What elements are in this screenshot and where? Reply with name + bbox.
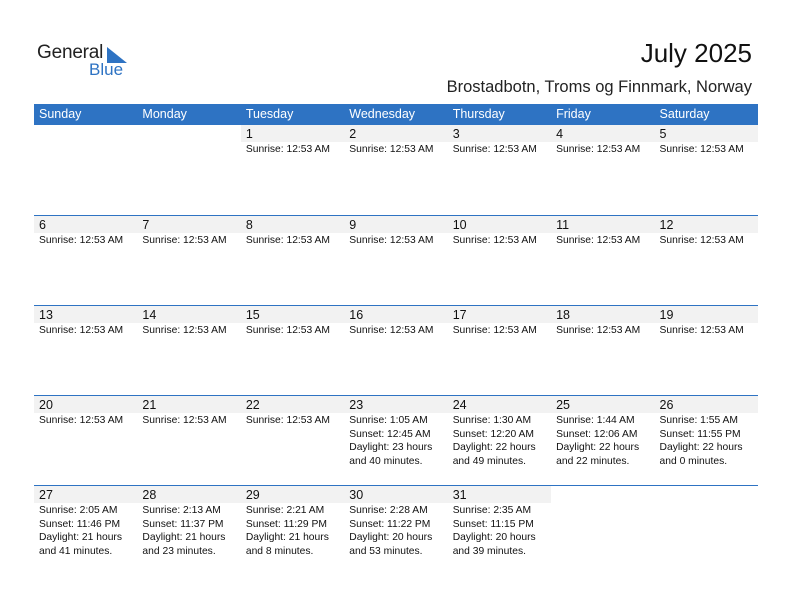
day-info-line: Sunrise: 12:53 AM — [245, 325, 330, 336]
day-cell — [655, 216, 758, 305]
day-info-line: Sunset: 12:45 AM — [349, 428, 431, 440]
day-info-line: Sunrise: 12:53 AM — [349, 144, 434, 155]
day-number: 2 — [344, 125, 447, 142]
day-cell — [551, 125, 654, 215]
day-info — [448, 234, 551, 248]
day-cell — [551, 396, 654, 485]
weekday-header-monday: Monday — [142, 107, 187, 121]
day-info — [137, 234, 240, 248]
day-number: 11 — [551, 216, 654, 233]
week-row — [34, 395, 758, 485]
day-cell — [655, 396, 758, 485]
day-info-line: and 49 minutes. — [452, 455, 526, 467]
day-info-line: and 0 minutes. — [659, 455, 728, 467]
day-cell — [34, 216, 137, 305]
day-cell — [551, 216, 654, 305]
day-number: 20 — [34, 396, 137, 413]
day-info — [241, 414, 344, 428]
day-number: 19 — [655, 306, 758, 323]
day-info-line: Daylight: 23 hours — [349, 442, 433, 454]
day-cell — [34, 486, 137, 575]
day-number: 3 — [448, 125, 551, 142]
day-info-line: Sunrise: 1:55 AM — [659, 415, 738, 426]
day-info-line: Sunrise: 12:53 AM — [452, 325, 537, 336]
day-info — [34, 324, 137, 338]
day-number: 30 — [344, 486, 447, 503]
day-info-line: Sunrise: 12:53 AM — [659, 235, 744, 246]
day-cell — [241, 396, 344, 485]
day-cell — [344, 306, 447, 395]
day-info-line: Sunset: 11:55 PM — [659, 428, 741, 440]
logo-text-general: General — [37, 42, 104, 63]
day-number: 23 — [344, 396, 447, 413]
day-info — [137, 414, 240, 428]
day-info-line: Sunset: 11:29 PM — [245, 518, 327, 530]
day-info-line: Sunrise: 12:53 AM — [452, 235, 537, 246]
day-info — [655, 234, 758, 248]
day-info — [448, 414, 551, 468]
day-info-line: and 39 minutes. — [452, 545, 526, 557]
empty-day-cell — [655, 486, 758, 575]
day-info — [551, 414, 654, 468]
day-info-line: Sunrise: 12:53 AM — [452, 144, 537, 155]
day-cell — [344, 216, 447, 305]
day-info-line: Daylight: 21 hours — [245, 532, 329, 544]
day-number: 12 — [655, 216, 758, 233]
day-info — [241, 234, 344, 248]
day-info — [241, 504, 344, 558]
day-info-line: Sunrise: 12:53 AM — [142, 235, 227, 246]
weekday-header-wednesday: Wednesday — [349, 107, 416, 121]
day-number: 17 — [448, 306, 551, 323]
day-info-line: Daylight: 21 hours — [39, 532, 122, 544]
day-cell — [241, 216, 344, 305]
day-info-line: Sunrise: 12:53 AM — [39, 235, 124, 246]
day-info-line: Sunrise: 1:05 AM — [349, 415, 428, 426]
weekday-header-row — [34, 104, 758, 125]
day-cell — [448, 125, 551, 215]
day-number: 15 — [241, 306, 344, 323]
logo-text-blue: Blue — [89, 60, 124, 79]
day-info-line: Sunrise: 2:13 AM — [142, 505, 221, 516]
day-number: 14 — [137, 306, 240, 323]
day-info — [137, 324, 240, 338]
day-info-line: Sunrise: 12:53 AM — [556, 144, 641, 155]
day-info-line: and 41 minutes. — [39, 545, 113, 557]
weekday-header-thursday: Thursday — [452, 107, 505, 121]
day-info-line: and 22 minutes. — [556, 455, 630, 467]
weekday-header-sunday: Sunday — [39, 107, 82, 121]
day-info — [448, 143, 551, 157]
day-info-line: Sunrise: 12:53 AM — [659, 325, 744, 336]
day-info — [551, 324, 654, 338]
day-cell — [137, 486, 240, 575]
day-cell — [137, 396, 240, 485]
day-number: 5 — [655, 125, 758, 142]
day-info-line: and 40 minutes. — [349, 455, 423, 467]
weekday-header-tuesday: Tuesday — [245, 107, 294, 121]
day-info-line: Daylight: 20 hours — [452, 532, 536, 544]
day-number: 25 — [551, 396, 654, 413]
day-info-line: Sunrise: 2:05 AM — [39, 505, 118, 516]
day-info-line: Sunrise: 12:53 AM — [142, 325, 227, 336]
day-number: 22 — [241, 396, 344, 413]
empty-day-cell — [551, 486, 654, 575]
day-info — [34, 234, 137, 248]
day-info — [655, 324, 758, 338]
day-number: 21 — [137, 396, 240, 413]
day-number: 28 — [137, 486, 240, 503]
day-cell — [448, 216, 551, 305]
day-info — [344, 414, 447, 468]
day-info-line: Daylight: 22 hours — [556, 442, 640, 454]
day-info — [551, 143, 654, 157]
week-row — [34, 305, 758, 395]
day-info-line: Sunrise: 12:53 AM — [39, 415, 124, 426]
day-number: 13 — [34, 306, 137, 323]
day-info-line: Daylight: 21 hours — [142, 532, 226, 544]
day-info-line: Sunrise: 12:53 AM — [556, 235, 641, 246]
week-row — [34, 125, 758, 215]
page-title: July 2025 — [640, 38, 752, 68]
day-cell — [241, 125, 344, 215]
day-info-line: Sunset: 11:37 PM — [142, 518, 224, 530]
day-cell — [655, 306, 758, 395]
day-cell — [137, 216, 240, 305]
day-info-line: Sunrise: 12:53 AM — [659, 144, 744, 155]
day-info-line: and 8 minutes. — [245, 545, 314, 557]
day-info-line: Sunrise: 12:53 AM — [349, 325, 434, 336]
day-info-line: Daylight: 20 hours — [349, 532, 433, 544]
day-number: 27 — [34, 486, 137, 503]
day-info-line: Sunrise: 12:53 AM — [142, 415, 227, 426]
day-info-line: Sunrise: 2:28 AM — [349, 505, 428, 516]
day-info-line: Sunrise: 2:21 AM — [245, 505, 325, 516]
day-cell — [448, 306, 551, 395]
day-info-line: and 53 minutes. — [349, 545, 423, 557]
day-info-line: Sunset: 11:46 PM — [39, 518, 121, 530]
day-cell — [137, 306, 240, 395]
day-cell — [551, 306, 654, 395]
day-info — [137, 504, 240, 558]
day-number: 18 — [551, 306, 654, 323]
day-info — [344, 234, 447, 248]
day-cell — [655, 125, 758, 215]
day-info — [655, 143, 758, 157]
day-info-line: Sunrise: 1:30 AM — [452, 415, 532, 426]
day-number: 4 — [551, 125, 654, 142]
day-info-line: Sunrise: 2:35 AM — [452, 505, 532, 516]
week-row — [34, 215, 758, 305]
day-info-line: Sunset: 12:06 AM — [556, 428, 638, 440]
day-number: 10 — [448, 216, 551, 233]
day-info-line: Sunrise: 12:53 AM — [245, 235, 330, 246]
day-info-line: Sunrise: 12:53 AM — [245, 144, 330, 155]
day-info — [344, 324, 447, 338]
day-cell — [448, 486, 551, 575]
empty-day-cell — [34, 125, 137, 215]
day-number: 1 — [241, 125, 344, 142]
day-number: 16 — [344, 306, 447, 323]
empty-day-cell — [137, 125, 240, 215]
day-info-line: Sunset: 12:20 AM — [452, 428, 534, 440]
day-info — [448, 324, 551, 338]
day-info — [655, 414, 758, 468]
weekday-header-friday: Friday — [556, 107, 591, 121]
day-cell — [241, 306, 344, 395]
generalblue-logo — [37, 42, 147, 82]
day-info-line: and 23 minutes. — [142, 545, 216, 557]
day-info-line: Daylight: 22 hours — [452, 442, 536, 454]
day-cell — [34, 396, 137, 485]
week-row — [34, 485, 758, 575]
day-info-line: Sunset: 11:15 PM — [452, 518, 534, 530]
day-info — [241, 143, 344, 157]
day-cell — [344, 396, 447, 485]
day-info-line: Sunrise: 1:44 AM — [556, 415, 635, 426]
day-cell — [344, 486, 447, 575]
day-number: 31 — [448, 486, 551, 503]
day-number: 29 — [241, 486, 344, 503]
day-info-line: Daylight: 22 hours — [659, 442, 743, 454]
day-number: 6 — [34, 216, 137, 233]
day-info-line: Sunrise: 12:53 AM — [245, 415, 330, 426]
calendar-grid — [34, 104, 758, 575]
day-number: 9 — [344, 216, 447, 233]
day-number: 7 — [137, 216, 240, 233]
day-info-line: Sunrise: 12:53 AM — [39, 325, 124, 336]
day-number: 8 — [241, 216, 344, 233]
day-cell — [241, 486, 344, 575]
day-info-line: Sunset: 11:22 PM — [349, 518, 431, 530]
day-info — [344, 143, 447, 157]
weekday-header-saturday: Saturday — [659, 107, 710, 121]
day-info-line: Sunrise: 12:53 AM — [349, 235, 434, 246]
day-cell — [344, 125, 447, 215]
day-info — [34, 504, 137, 558]
day-cell — [34, 306, 137, 395]
day-info — [448, 504, 551, 558]
day-info-line: Sunrise: 12:53 AM — [556, 325, 641, 336]
day-info — [34, 414, 137, 428]
day-cell — [448, 396, 551, 485]
location-subtitle: Brostadbotn, Troms og Finnmark, Norway — [446, 78, 752, 96]
day-number: 24 — [448, 396, 551, 413]
day-info — [551, 234, 654, 248]
day-number: 26 — [655, 396, 758, 413]
day-info — [241, 324, 344, 338]
calendar-weeks — [34, 125, 758, 575]
day-info — [344, 504, 447, 558]
